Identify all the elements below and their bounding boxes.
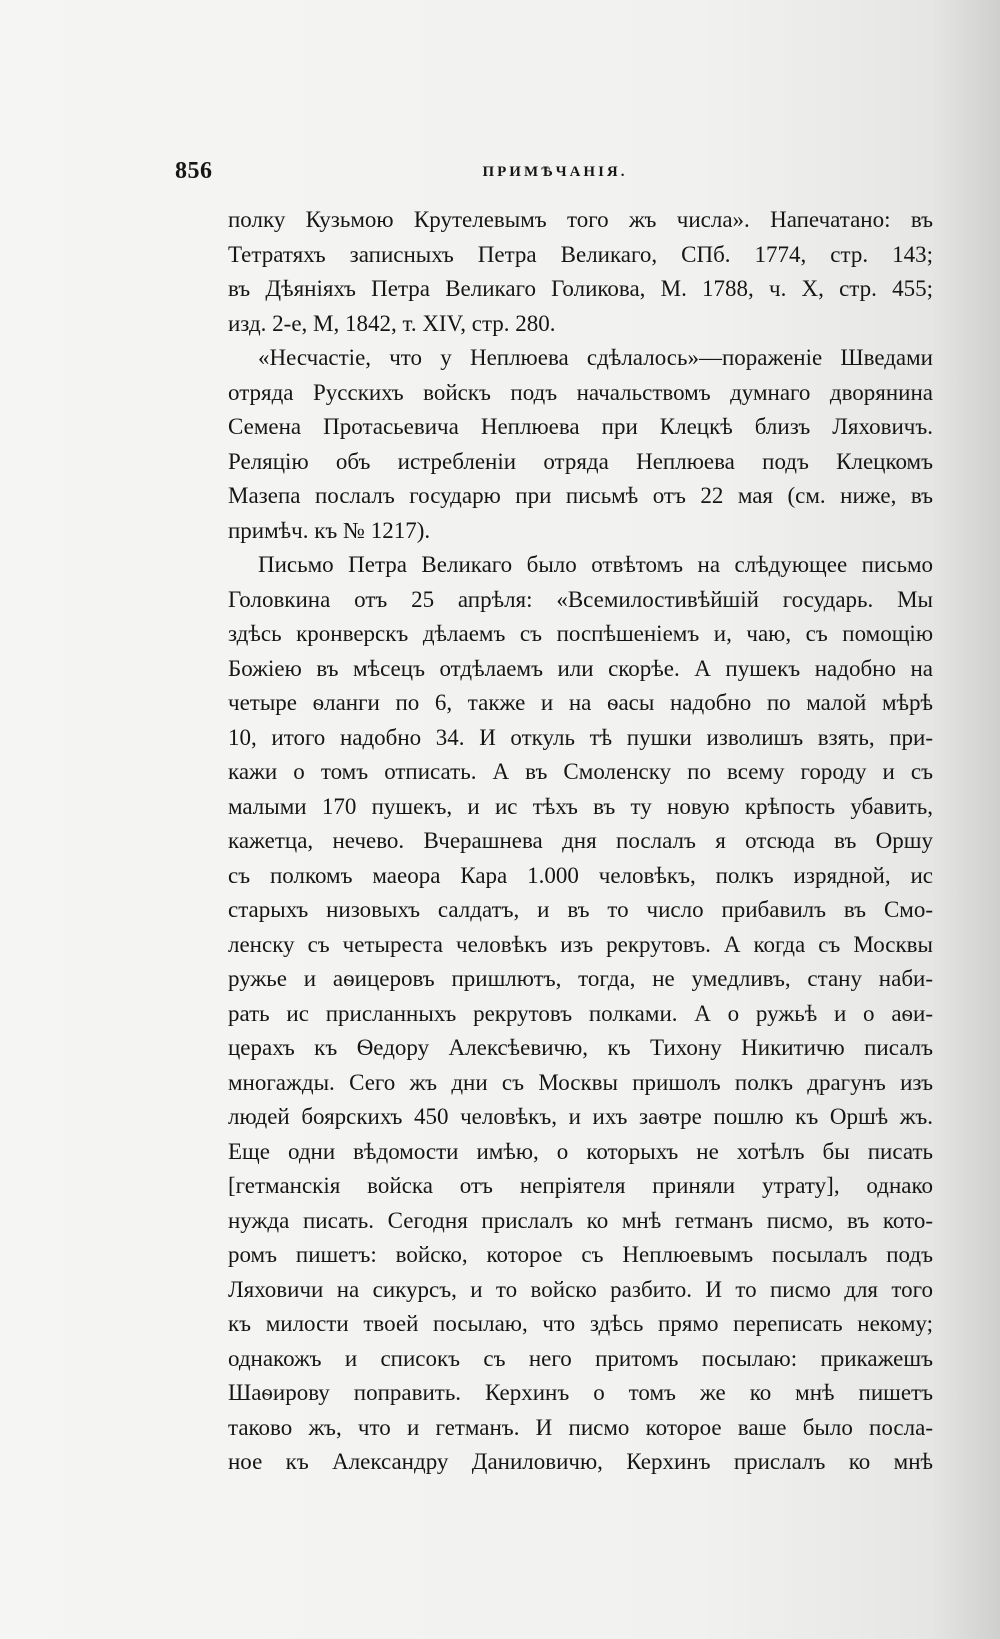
text-line: примѣч. къ № 1217).	[228, 517, 431, 543]
text-line: Письмо Петра Великаго было отвѣтомъ на слѣдующее письмо	[258, 552, 933, 577]
body-text	[228, 203, 933, 1480]
text-line: ленску съ четыреста человѣкъ изъ рекрутовъ. А когда съ Москвы	[228, 931, 933, 957]
text-line: кажи о томъ отписать. А въ Смоленску по всему городу и съ	[228, 759, 933, 784]
text-line: Божіею въ мѣсецъ отдѣлаемъ или скорѣе. А пушекъ надобно на	[228, 655, 933, 681]
text-line: старыхъ низовыхъ салдатъ, и въ то число прибавилъ въ Смо-	[228, 897, 933, 922]
text-line: Мазепа послалъ государю при письмѣ отъ 22 мая (см. ниже, въ	[228, 483, 933, 508]
text-line: кажетца, нечево. Вчерашнева дня послалъ я отсюда въ Оршу	[228, 828, 933, 853]
text-line: полку Кузьмою Крутелевымъ того жъ числа». Напечатано: въ	[228, 207, 933, 232]
text-line: Ляховичи на сикурсъ, и то войско разбито. И то писмо для того	[228, 1276, 933, 1302]
text-line: церахъ къ Ѳедору Алексѣевичю, къ Тихону Никитичю писалъ	[228, 1035, 933, 1060]
text-line: таково жъ, что и гетманъ. И писмо которое ваше было посла-	[228, 1414, 933, 1440]
text-line: многажды. Сего жъ дни съ Москвы пришолъ полкъ драгунъ изъ	[228, 1069, 933, 1095]
text-line: къ милости твоей посылаю, что здѣсь прямо переписать некому;	[228, 1311, 933, 1336]
text-line: Семена Протасьевича Неплюева при Клецкѣ близъ Ляховичъ.	[228, 414, 933, 439]
text-line: ромъ пишетъ: войско, которое съ Неплюевымъ посылалъ подъ	[228, 1242, 933, 1267]
text-line: однакожъ и списокъ съ него притомъ посылаю: прикажешъ	[228, 1345, 933, 1371]
text-line: Реляцію объ истребленіи отряда Неплюева подъ Клецкомъ	[228, 448, 933, 474]
text-line: Еще одни вѣдомости имѣю, о которыхъ не хотѣлъ бы писать	[228, 1138, 933, 1164]
text-line: съ полкомъ маеора Кара 1.000 человѣкъ, полкъ изрядной, ис	[228, 862, 933, 888]
text-line: изд. 2-е, М, 1842, т. XIV, стр. 280.	[228, 310, 556, 336]
text-line: Шаѳирову поправить. Керхинъ о томъ же ко мнѣ пишетъ	[228, 1380, 933, 1405]
text-line: Головкина отъ 25 апрѣля: «Всемилостивѣйшій государь. Мы	[228, 586, 933, 612]
text-line: малыми 170 пушекъ, и ис тѣхъ въ ту новую крѣпость убавить,	[228, 793, 933, 819]
text-line: въ Дѣяніяхъ Петра Великаго Голикова, М. 1788, ч. X, стр. 455;	[228, 276, 933, 301]
text-line: рать ис присланныхъ рекрутовъ полками. А о ружьѣ и о аѳи-	[228, 1000, 933, 1026]
running-head	[175, 158, 935, 192]
text-line: отряда Русскихъ войскъ подъ начальствомъ думнаго дворянина	[228, 379, 933, 405]
text-line: 10, итого надобно 34. И откуль тѣ пушки изволишъ взять, при-	[228, 724, 933, 750]
text-line: Тетратяхъ записныхъ Петра Великаго, СПб. 1774, стр. 143;	[228, 241, 933, 267]
text-line: ружье и аѳицеровъ пришлютъ, тогда, не умедливъ, стану наби-	[228, 966, 933, 991]
text-line: [гетманскія войска отъ непріятеля приняли утрату], однако	[228, 1173, 933, 1198]
text-line: людей боярскихъ 450 человѣкъ, и ихъ заѳтре пошлю къ Оршѣ жъ.	[228, 1104, 933, 1129]
text-line: «Несчастіе, что у Неплюева сдѣлалось»—пораженіе Шведами	[258, 345, 933, 370]
text-line: нужда писать. Сегодня прислалъ ко мнѣ гетманъ писмо, въ кото-	[228, 1207, 933, 1233]
page-number: 856	[175, 158, 213, 184]
text-line: здѣсь кронверскъ дѣлаемъ съ поспѣшеніемъ и, чаю, съ помощію	[228, 621, 933, 646]
text-line: четыре ѳланги по 6, также и на ѳасы надобно по малой мѣрѣ	[228, 690, 933, 715]
text-line: ное къ Александру Даниловичю, Керхинъ прислалъ ко мнѣ	[228, 1449, 933, 1474]
section-title: ПРИМѢЧАНІЯ.	[482, 164, 628, 180]
